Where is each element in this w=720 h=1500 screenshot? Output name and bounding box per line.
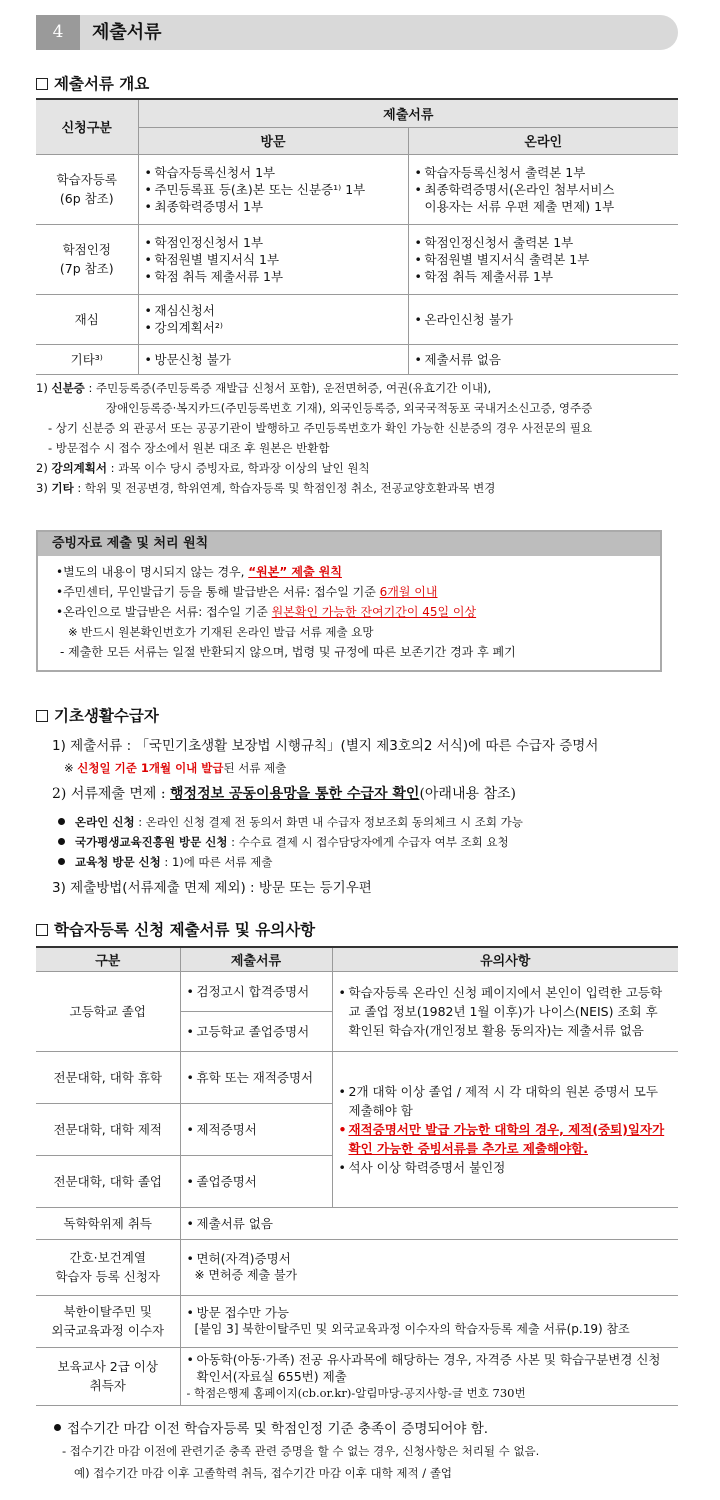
evidence-principles-box [36, 530, 662, 672]
row-label: 전문대학, 대학 졸업 [36, 1155, 180, 1207]
list-item: • 강의계획서²⁾ [145, 319, 402, 336]
row-label: 독학학위제 취득 [36, 1207, 180, 1239]
registration-docs-heading: 학습자등록 신청 제출서류 및 유의사항 [36, 918, 315, 940]
item-2: 2) 서류제출 면제 : 행정정보 공동이용망을 통한 수급자 확인(아래내용 참조) [52, 786, 516, 802]
overview-table [36, 98, 678, 375]
item-2-d1: 온라인 신청 : 온라인 신청 결제 전 동의서 화면 내 수급자 정보조회 동의체크 시 조회 가능 [36, 812, 686, 832]
col-visit: 방문 [138, 127, 408, 154]
sub-note: [붙임 3] 북한이탈주민 및 외국교육과정 이수자의 학습자등록 제출 서류(p.19) 참조 [194, 1322, 630, 1336]
square-bullet-icon [36, 924, 48, 936]
list-item: • 학습자등록신청서 출력본 1부 [415, 164, 673, 181]
list-item: • 학점 취득 제출서류 1부 [415, 268, 673, 285]
list-item: • 재심신청서 [145, 302, 402, 319]
row-label: 학습자등록 (6p 참조) [36, 154, 138, 224]
item-1-note: ※ 신청일 기준 1개월 이내 발급된 서류 제출 [64, 761, 287, 775]
list-item: • 학습자등록 온라인 신청 페이지에서 본인이 입력한 고등학교 졸업 정보(1982년 1월 이후)가 나이스(NEIS) 조회 후 확인된 학습자(개인정보 활용 동의자)는 제출서류 없음 [339, 983, 673, 1040]
footnote-1-cont: 장애인등록증·복지카드(주민등록번호 기재), 외국인등록증, 외국국적동포 국내거소신고증, 영주증 [106, 401, 593, 415]
square-bullet-icon [36, 710, 48, 722]
row-label: 기타³⁾ [36, 344, 138, 374]
footnote-3: 3) 기타 : 학위 및 전공변경, 학위연계, 학습자등록 및 학점인정 취소, 전공교양호환과목 변경 [36, 481, 496, 495]
list-item: • 제출서류 없음 [187, 1215, 673, 1232]
section-number: 4 [36, 15, 80, 50]
footnote-2: 2) 강의계획서 : 과목 이수 당시 증빙자료, 학과장 이상의 날인 원칙 [36, 461, 370, 475]
col-documents: 제출서류 [180, 947, 332, 971]
list-item: • 학점인정신청서 1부 [145, 234, 402, 251]
box-line: - 제출한 모든 서류는 일절 반환되지 않으며, 법령 및 규정에 따른 보존기간 경과 후 폐기 [60, 645, 516, 659]
footnote-1-b: - 방문접수 시 접수 장소에서 원본 대조 후 원본은 반환함 [48, 441, 330, 455]
box-title: 증빙자료 제출 및 처리 원칙 [38, 532, 660, 556]
table-row [36, 154, 678, 224]
col-notes: 유의사항 [332, 947, 678, 971]
row-label: 보육교사 2급 이상 취득자 [36, 1347, 180, 1405]
col-docs: 제출서류 [138, 99, 678, 127]
list-item: • 최종학력증명서(온라인 첨부서비스 이용자는 서류 우편 제출 면제) 1부 [415, 181, 673, 215]
row-label: 학점인정 (7p 참조) [36, 224, 138, 294]
footnotes [36, 378, 686, 498]
row-label: 간호·보건계열 학습자 등록 신청자 [36, 1239, 180, 1295]
col-apply-type: 신청구분 [36, 99, 138, 154]
overview-heading: 제출서류 개요 [36, 72, 149, 94]
list-item: • 고등학교 졸업증명서 [187, 1023, 326, 1040]
col-category: 구분 [36, 947, 180, 971]
list-item: • 제출서류 없음 [415, 351, 673, 368]
row-label: 북한이탈주민 및 외국교육과정 이수자 [36, 1295, 180, 1347]
bullet-icon [58, 818, 65, 825]
box-line: ※ 반드시 원본확인번호가 기재된 온라인 발급 서류 제출 요망 [68, 625, 374, 639]
list-item: • 학점인정신청서 출력본 1부 [415, 234, 673, 251]
footer-line-2: - 접수기간 마감 이전에 관련기준 충족 관련 증명을 할 수 없는 경우, 신청사항은 처리될 수 없음. [62, 1444, 540, 1458]
table-row [36, 1051, 678, 1103]
footnote-1-a: - 상기 신분증 외 관공서 또는 공공기관이 발행하고 주민등록번호가 확인 가능한 신분증의 경우 사전문의 필요 [48, 421, 593, 435]
list-item: • 학점 취득 제출서류 1부 [145, 268, 402, 285]
box-line: •온라인으로 발급받은 서류: 접수일 기준 원본확인 가능한 잔여기간이 45일 이상 [56, 605, 477, 619]
item-1: 1) 제출서류 : 「국민기초생활 보장법 시행규칙」(별지 제3호의2 서식)에 따른 수급자 증명서 [52, 738, 599, 754]
basic-livelihood-body [36, 736, 686, 898]
list-item: • 학점원별 별지서식 1부 [145, 251, 402, 268]
table-row [36, 344, 678, 374]
list-item: • 제적증명서 [187, 1121, 326, 1138]
box-line: •별도의 내용이 명시되지 않는 경우, “원본” 제출 원칙 [56, 565, 342, 579]
row-label: 전문대학, 대학 제적 [36, 1103, 180, 1155]
basic-livelihood-heading: 기초생활수급자 [36, 704, 159, 726]
list-item: • 아동학(아동·가족) 전공 유사과목에 해당하는 경우, 자격증 사본 및 학습구분변경 신청 확인서(자료실 655번) 제출 [187, 1351, 673, 1385]
bullet-icon [58, 858, 65, 865]
list-item: • 졸업증명서 [187, 1173, 326, 1190]
list-item: • 학습자등록신청서 1부 [145, 164, 402, 181]
row-label: 재심 [36, 294, 138, 344]
footer-line-1: 접수기간 마감 이전 학습자등록 및 학점인정 기준 충족이 증명되어야 함. [36, 1418, 686, 1440]
box-line: •주민센터, 무인발급기 등을 통해 발급받은 서류: 접수일 기준 6개월 이내 [56, 585, 438, 599]
list-item: • 학점원별 별지서식 출력본 1부 [415, 251, 673, 268]
list-item: • 최종학력증명서 1부 [145, 198, 402, 215]
list-item: • 검정고시 합격증명서 [187, 983, 326, 1000]
list-item: • 면허(자격)증명서 [187, 1250, 673, 1267]
table-row [36, 1347, 678, 1405]
row-label: 전문대학, 대학 휴학 [36, 1051, 180, 1103]
table-row [36, 1239, 678, 1295]
table-row [36, 1295, 678, 1347]
footer-line-3: 예) 접수기간 마감 이후 고졸학력 취득, 접수기간 마감 이후 대학 제적 / 졸업 [74, 1466, 453, 1480]
list-item: • 휴학 또는 재적증명서 [187, 1069, 326, 1086]
list-item: • 온라인신청 불가 [415, 311, 673, 328]
item-2-d3: 교육청 방문 신청 : 1)에 따른 서류 제출 [36, 852, 686, 872]
square-bullet-icon [36, 78, 48, 90]
list-item: • 주민등록표 등(초)본 또는 신분증¹⁾ 1부 [145, 181, 402, 198]
list-item: • 재적증명서만 발급 가능한 대학의 경우, 제적(중퇴)일자가 확인 가능한 증빙서류를 추가로 제출해야함. [339, 1120, 673, 1158]
table-row [36, 294, 678, 344]
sub-note: ※ 면허증 제출 불가 [194, 1268, 298, 1282]
bullet-icon [54, 1424, 61, 1431]
list-item: • 석사 이상 학력증명서 불인정 [339, 1158, 673, 1177]
table-row [36, 971, 678, 1011]
bullet-icon [58, 838, 65, 845]
table-row [36, 224, 678, 294]
item-2-d2: 국가평생교육진흥원 방문 신청 : 수수료 결제 시 접수담당자에게 수급자 여부 조회 요청 [36, 832, 686, 852]
sub-note: - 학점은행제 홈페이지(cb.or.kr)-알림마당-공지사항-글 번호 730번 [186, 1385, 526, 1400]
footnote-1: 1) 신분증 : 주민등록증(주민등록증 재발급 신청서 포함), 운전면허증, 여권(유효기간 이내), [36, 381, 492, 395]
col-online: 온라인 [408, 127, 678, 154]
list-item: • 방문신청 불가 [145, 351, 402, 368]
section-title: 제출서류 [92, 22, 162, 43]
list-item: • 2개 대학 이상 졸업 / 제적 시 각 대학의 원본 증명서 모두 제출해야 함 [339, 1082, 673, 1120]
table-row [36, 1207, 678, 1239]
section-header [36, 15, 678, 50]
registration-docs-table [36, 946, 678, 1406]
footer-notes [36, 1418, 686, 1484]
row-label: 고등학교 졸업 [36, 971, 180, 1051]
item-3: 3) 제출방법(서류제출 면제 제외) : 방문 또는 등기우편 [52, 880, 372, 896]
list-item: • 방문 접수만 가능 [187, 1304, 673, 1321]
